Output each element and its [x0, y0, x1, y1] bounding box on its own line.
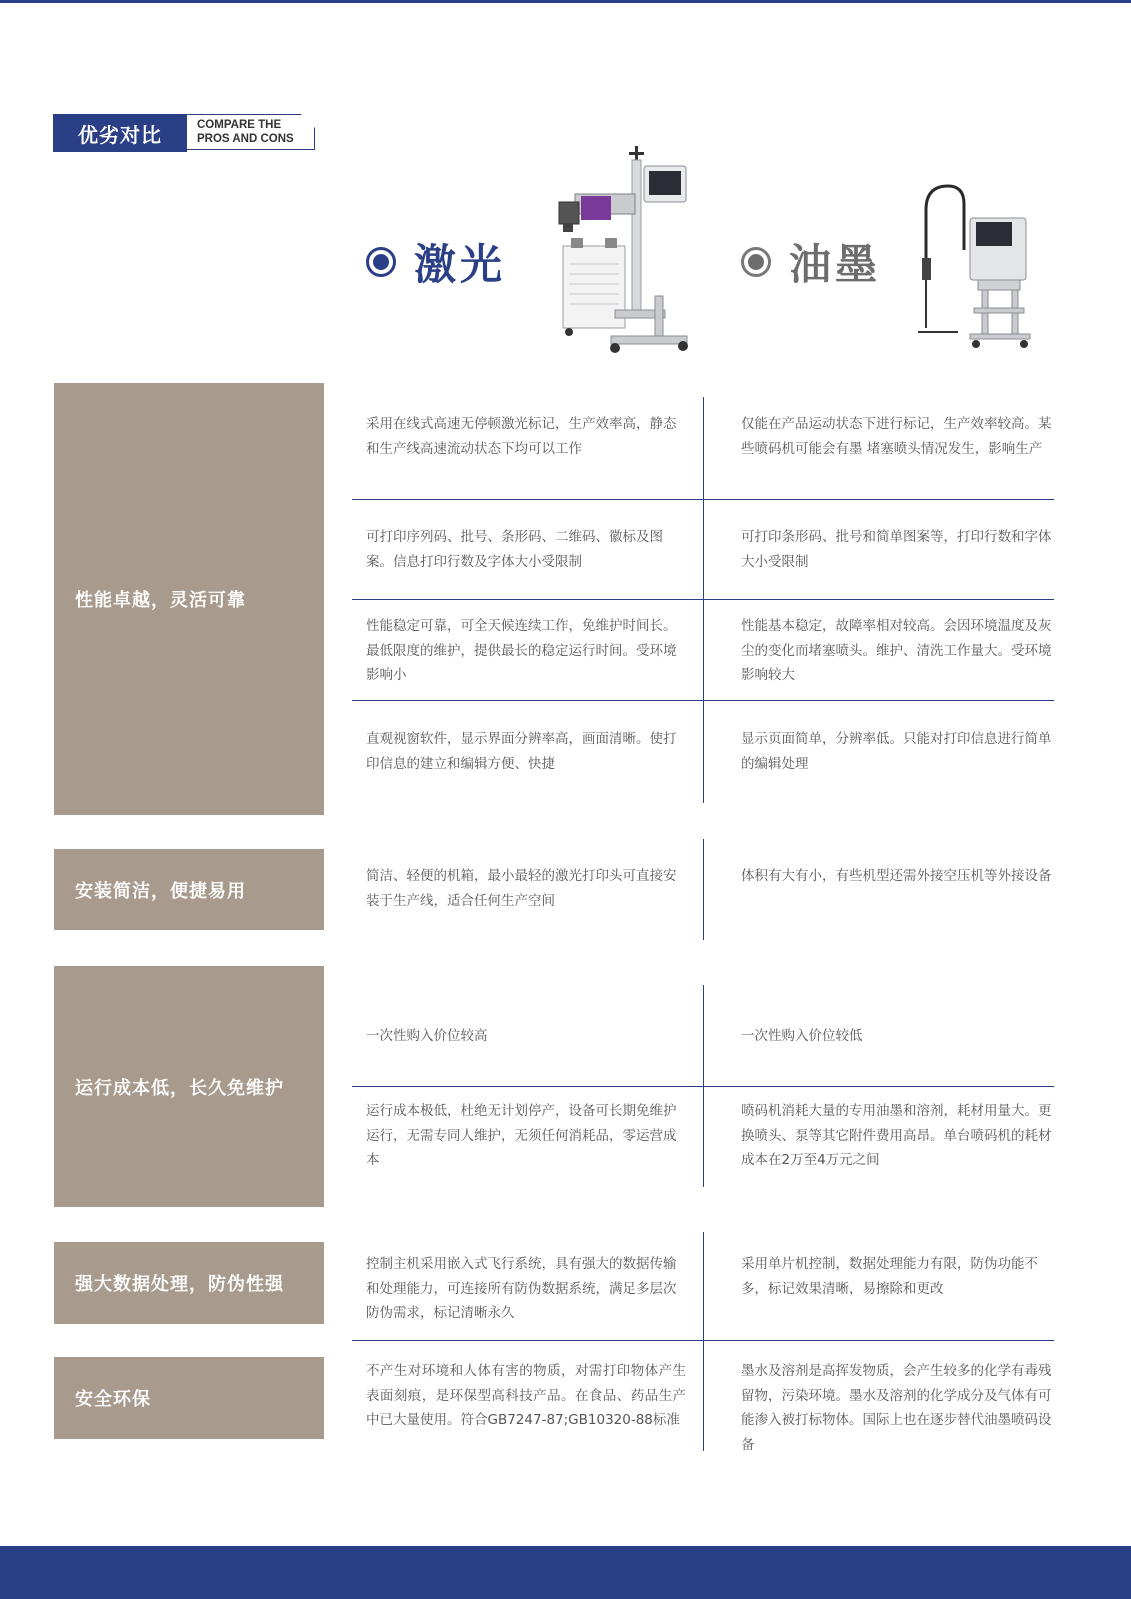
- column-divider: [703, 1232, 704, 1451]
- category-installation: 安装简洁，便捷易用: [54, 849, 324, 930]
- footer-bar: [0, 1546, 1131, 1599]
- column-divider: [703, 839, 704, 940]
- laser-title: 激光: [414, 240, 507, 289]
- category-environment: 安全环保: [54, 1357, 324, 1439]
- row-divider: [352, 700, 1054, 701]
- laser-cell: 可打印序列码、批号、条形码、二维码、徽标及图案。信息打印行数及字体大小受限制: [366, 529, 663, 570]
- category-running-cost: 运行成本低，长久免维护: [54, 966, 324, 1207]
- laser-cell: 运行成本极低，杜绝无计划停产，设备可长期免维护运行，无需专同人维护，无须任何消耗品，零运营成本: [366, 1103, 677, 1168]
- row-divider: [352, 1086, 1054, 1087]
- radio-dot-icon: [366, 247, 396, 277]
- laser-cell: 控制主机采用嵌入式飞行系统，具有强大的数据传输和处理能力，可连接所有防伪数据系统，满足多层次防伪需求，标记清晰永久: [366, 1256, 677, 1321]
- ink-cell: 一次性购入价位较低: [741, 1028, 863, 1044]
- ink-cell: 墨水及溶剂是高挥发物质，会产生较多的化学有毒残留物，污染环境。墨水及溶剂的化学成分及气体有可能渗入被打标物体。国际上也在逐步替代油墨喷码设备: [741, 1363, 1052, 1453]
- top-rule: [0, 0, 1131, 3]
- row-divider: [352, 499, 1054, 500]
- inkjet-printer-image: [918, 180, 1038, 352]
- ink-title: 油墨: [789, 240, 882, 289]
- laser-cell: 性能稳定可靠，可全天候连续工作，免维护时间长。最低限度的维护，提供最长的稳定运行时间。受环境影响小: [366, 618, 677, 683]
- badge-subtitle: COMPARE THE PROS AND CONS: [187, 114, 315, 150]
- laser-cell: 一次性购入价位较高: [366, 1028, 488, 1044]
- category-performance: 性能卓越，灵活可靠: [54, 383, 324, 815]
- ink-cell: 仅能在产品运动状态下进行标记，生产效率较高。某些喷码机可能会有墨 堵塞喷头情况发生，影响生产: [741, 416, 1052, 457]
- laser-cell: 不产生对环境和人体有害的物质，对需打印物体产生表面刻痕，是环保型高科技产品。在食品、药品生产中已大量使用。符合GB7247-87;GB10320-88标准: [366, 1363, 686, 1428]
- ink-cell: 喷码机消耗大量的专用油墨和溶剂，耗材用量大。更换喷头、泵等其它附件费用高昂。单台喷码机的耗材成本在2万至4万元之间: [741, 1103, 1052, 1168]
- category-data-processing: 强大数据处理，防伪性强: [54, 1242, 324, 1324]
- badge-title: 优劣对比: [53, 114, 187, 152]
- ink-cell: 显示页面简单，分辨率低。只能对打印信息进行简单的编辑处理: [741, 731, 1052, 772]
- radio-dot-icon: [741, 247, 771, 277]
- laser-cell: 简洁、轻便的机箱，最小最轻的激光打印头可直接安装于生产线，适合任何生产空间: [366, 868, 677, 909]
- laser-column-header: [366, 232, 506, 292]
- ink-cell: 可打印条形码、批号和简单图案等，打印行数和字体大小受限制: [741, 529, 1052, 570]
- ink-cell: 体积有大有小，有些机型还需外接空压机等外接设备: [741, 868, 1052, 884]
- ink-cell: 采用单片机控制，数据处理能力有限，防伪功能不多，标记效果清晰，易擦除和更改: [741, 1256, 1038, 1297]
- laser-cell: 采用在线式高速无停顿激光标记，生产效率高，静态和生产线高速流动状态下均可以工作: [366, 416, 677, 457]
- section-badge: [53, 114, 315, 152]
- ink-cell: 性能基本稳定，故障率相对较高。会因环境温度及灰尘的变化而堵塞喷头。维护、清洗工作量大。受环境影响较大: [741, 618, 1052, 683]
- column-divider: [703, 397, 704, 803]
- row-divider: [352, 599, 1054, 600]
- ink-column-header: [741, 232, 881, 292]
- laser-marking-machine-image: [555, 146, 690, 356]
- row-divider: [352, 1340, 1054, 1341]
- laser-cell: 直观视窗软件，显示界面分辨率高，画面清晰。使打印信息的建立和编辑方便、快捷: [366, 731, 677, 772]
